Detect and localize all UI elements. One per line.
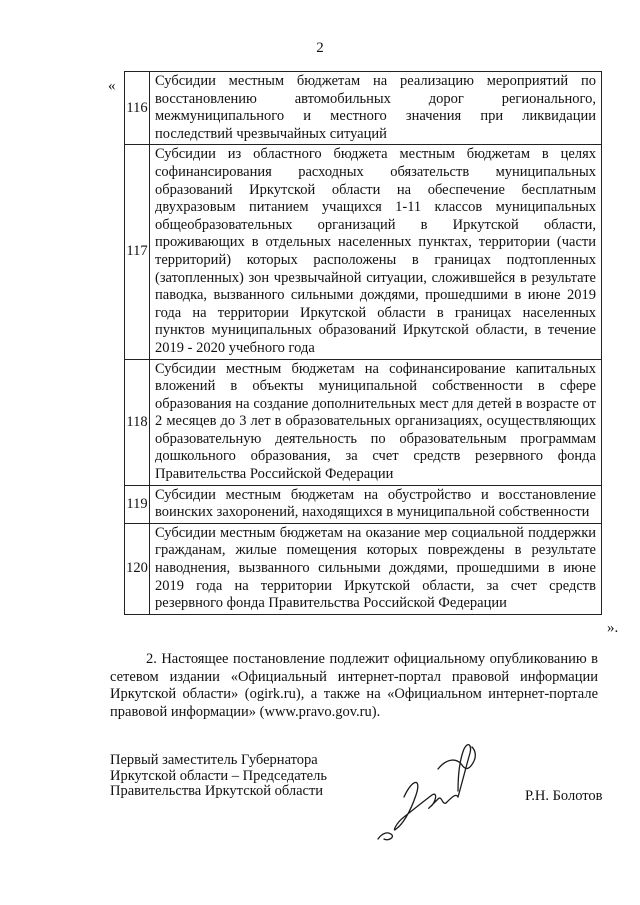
row-number: 120 xyxy=(125,523,150,614)
row-number: 116 xyxy=(125,72,150,145)
table-row xyxy=(125,145,602,359)
opening-quote: « xyxy=(108,78,116,94)
table-row xyxy=(125,72,602,145)
row-number: 119 xyxy=(125,485,150,523)
signatory-title xyxy=(110,753,370,800)
row-description: Субсидии местным бюджетам на обустройство и восстановление воинских захоронений, находящихся в муниципальной собственности xyxy=(150,485,602,523)
signatory-title-line: Иркутской области – Председатель xyxy=(110,767,327,784)
row-description: Субсидии местным бюджетам на софинансирование капитальных вложений в объекты муниципальной собственности в сфере образования на создание дополнительных мест для детей в возрасте от 2 месяцев до 3 лет в образовательных организациях, осуществляющих образовательную деятельность по образовательным программам дошкольного образования, за счет средств резервного фонда Правительства Российской Федерации xyxy=(150,359,602,485)
row-number: 117 xyxy=(125,145,150,359)
handwritten-signature xyxy=(372,735,502,845)
paragraph-2: 2. Настоящее постановление подлежит официальному опубликованию в сетевом издании «Официальный интернет-портал правовой информации Иркутской области» (ogirk.ru), а также на «Официальном интернет-портале правовой информации» (www.pravo.gov.ru). xyxy=(110,651,598,720)
table-row xyxy=(125,485,602,523)
row-description: Субсидии местным бюджетам на реализацию мероприятий по восстановлению автомобильных дорог регионального, межмуниципального и местного значения при ликвидации последствий чрезвычайных ситуаций xyxy=(150,72,602,145)
table-row xyxy=(125,523,602,614)
signatory-title-line: Первый заместитель Губернатора xyxy=(110,752,318,768)
row-number: 118 xyxy=(125,359,150,485)
subsidies-table xyxy=(124,71,602,615)
signatory-title-line: Правительства Иркутской области xyxy=(110,783,324,799)
table-row xyxy=(125,359,602,485)
row-description: Субсидии из областного бюджета местным бюджетам в целях софинансирования расходных обязательств муниципальных образований Иркутской области на обеспечение бесплатным двухразовым питанием учащихся 1-11 классов муниципальных общеобразовательных организаций в Иркутской области, проживающих в отдельных населенных пунктах, территории (части территорий) которых расположены в границах подтопленных (затопленных) зон чрезвычайной ситуации, сложившейся в результате паводка, вызванного сильными дождями, прошедшими в июне 2019 года на территории Иркутской области в границах населенных пунктов муниципальных образований Иркутской области, в течение 2019 - 2020 учебного года xyxy=(150,145,602,359)
signer-name: Р.Н. Болотов xyxy=(525,788,603,804)
page-number: 2 xyxy=(316,40,324,56)
closing-quote: ». xyxy=(607,620,619,636)
row-description: Субсидии местным бюджетам на оказание мер социальной поддержки гражданам, жилые помещения которых повреждены в результате наводнения, вызванного сильными дождями, прошедшими в июне 2019 года на территории Иркутской области, за счет средств резервного фонда Правительства Российской Федерации xyxy=(150,523,602,614)
